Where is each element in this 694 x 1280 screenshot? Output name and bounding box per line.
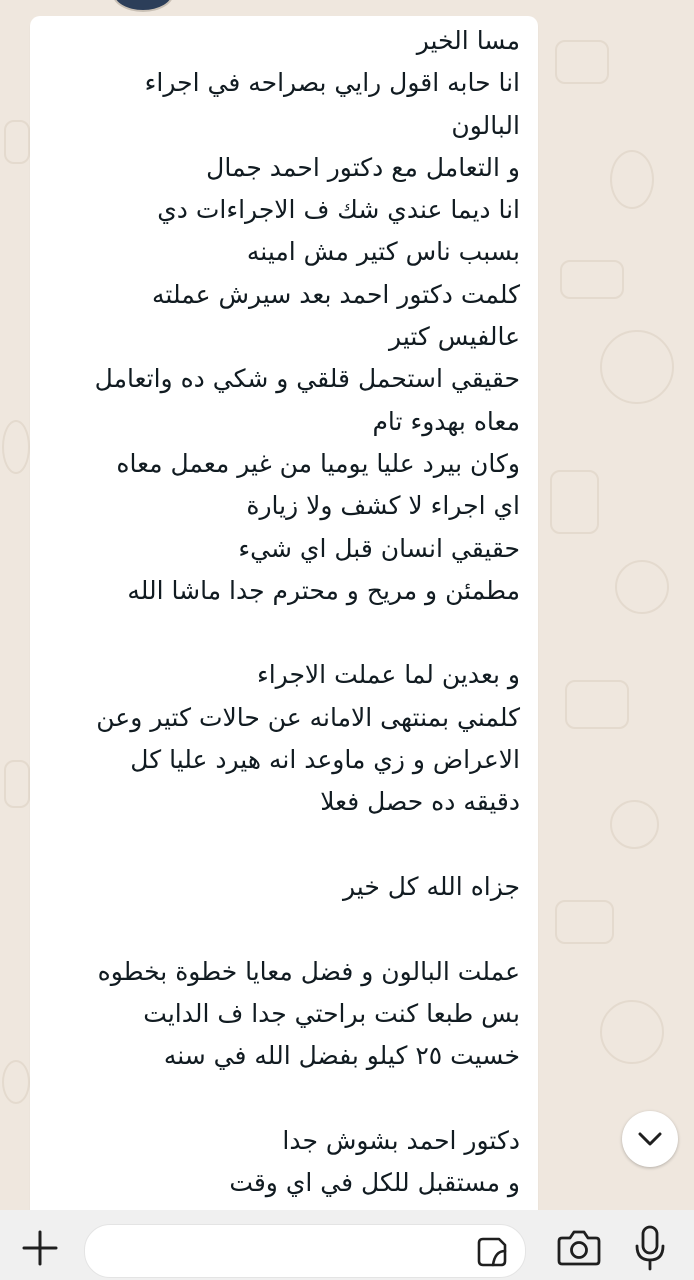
message-line: انا حابه اقول رايي بصراحه في اجراء bbox=[144, 68, 520, 98]
message-line: البالون bbox=[451, 110, 520, 140]
message-bubble[interactable] bbox=[30, 16, 538, 1210]
background-doodle bbox=[2, 1060, 30, 1104]
message-line: عملت البالون و فضل معايا خطوة بخطوه bbox=[97, 956, 520, 986]
message-line: كلمت دكتور احمد بعد سيرش عملته bbox=[152, 279, 520, 309]
background-doodle bbox=[600, 1000, 664, 1064]
chevron-down-icon bbox=[622, 1111, 678, 1167]
message-line bbox=[40, 908, 520, 950]
message-line: جزاه الله كل خير bbox=[342, 871, 520, 901]
message-line: حقيقي استحمل قلقي و شكي ده واتعامل bbox=[94, 364, 520, 394]
background-doodle bbox=[600, 330, 674, 404]
sticker-button[interactable] bbox=[475, 1235, 509, 1269]
background-doodle bbox=[565, 680, 629, 729]
microphone-icon bbox=[632, 1224, 668, 1272]
background-doodle bbox=[4, 760, 30, 808]
contact-avatar[interactable] bbox=[112, 0, 174, 12]
message-line: معاه بهدوء تام bbox=[372, 406, 520, 436]
background-doodle bbox=[615, 560, 669, 614]
attach-button[interactable] bbox=[18, 1226, 62, 1270]
message-line: و التعامل مع دكتور احمد جمال bbox=[206, 152, 520, 182]
message-input[interactable] bbox=[105, 1233, 469, 1269]
message-text bbox=[40, 20, 520, 1204]
background-doodle bbox=[2, 420, 30, 474]
message-line bbox=[40, 824, 520, 866]
message-line: خسيت ٢٥ كيلو بفضل الله في سنه bbox=[163, 1041, 520, 1071]
message-line: دكتور احمد بشوش جدا bbox=[282, 1125, 520, 1155]
sticker-icon bbox=[475, 1235, 509, 1269]
message-line: مسا الخير bbox=[416, 26, 520, 55]
message-line: و بعدين لما عملت الاجراء bbox=[256, 660, 520, 690]
camera-button[interactable] bbox=[556, 1228, 602, 1268]
message-line: بس طبعا كنت براحتي جدا ف الدايت bbox=[143, 998, 520, 1028]
background-doodle bbox=[555, 900, 614, 944]
message-line: و مستقبل للكل في اي وقت bbox=[229, 1168, 520, 1198]
background-doodle bbox=[555, 40, 609, 84]
background-doodle bbox=[550, 470, 599, 534]
background-doodle bbox=[610, 800, 659, 849]
message-line: اي اجراء لا كشف ولا زيارة bbox=[246, 491, 520, 521]
message-line bbox=[40, 1077, 520, 1119]
message-line: انا ديما عندي شك ف الاجراءات دي bbox=[157, 195, 520, 225]
camera-icon bbox=[556, 1228, 602, 1268]
scroll-to-bottom-button[interactable] bbox=[622, 1111, 678, 1167]
message-line: وكان بيرد عليا يوميا من غير معمل معاه bbox=[116, 448, 520, 478]
message-line: دقيقه ده حصل فعلا bbox=[320, 787, 520, 817]
message-line bbox=[40, 612, 520, 654]
plus-icon bbox=[18, 1226, 62, 1270]
background-doodle bbox=[4, 120, 30, 164]
background-doodle bbox=[610, 150, 654, 209]
message-line: بسبب ناس كتير مش امينه bbox=[246, 237, 520, 267]
message-input-container bbox=[84, 1224, 526, 1278]
voice-message-button[interactable] bbox=[632, 1224, 668, 1272]
message-line: مطمئن و مريح و محترم جدا ماشا الله bbox=[127, 575, 520, 605]
message-composer bbox=[0, 1210, 694, 1280]
message-line: كلمني بمنتهى الامانه عن حالات كتير وعن bbox=[96, 702, 520, 732]
message-line: عالفيس كتير bbox=[389, 322, 520, 352]
message-line: الاعراض و زي ماوعد انه هيرد عليا كل bbox=[130, 745, 520, 775]
message-line: حقيقي انسان قبل اي شيء bbox=[238, 533, 520, 563]
background-doodle bbox=[560, 260, 624, 299]
